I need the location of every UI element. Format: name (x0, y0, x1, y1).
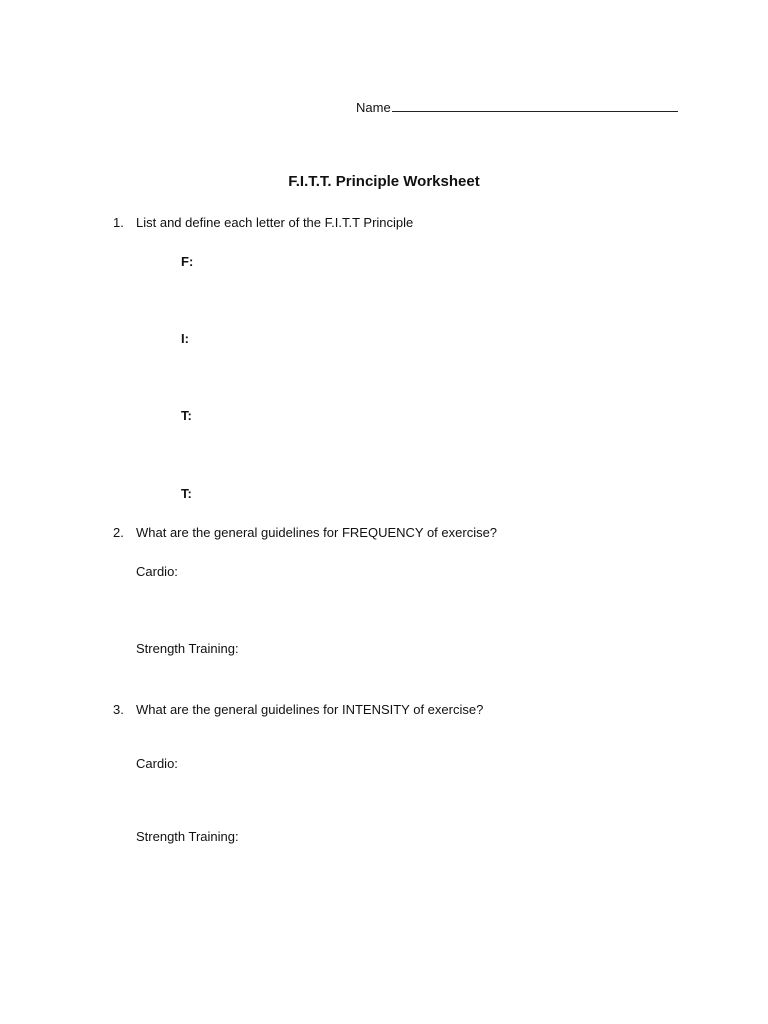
page-title: F.I.T.T. Principle Worksheet (288, 173, 480, 190)
name-label: Name (356, 100, 391, 115)
question-3-strength-label: Strength Training: (136, 829, 239, 844)
question-3-cardio-label: Cardio: (136, 756, 178, 771)
name-field (356, 98, 678, 116)
fitt-letter-t1: T: (181, 408, 192, 423)
question-3-text: What are the general guidelines for INTENSITY of exercise? (136, 702, 484, 717)
question-1-text: List and define each letter of the F.I.T.T Principle (136, 215, 414, 230)
question-1-number: 1. (113, 215, 124, 230)
question-2-cardio-label: Cardio: (136, 564, 178, 579)
fitt-letter-f: F: (181, 254, 194, 269)
question-2-text: What are the general guidelines for FREQUENCY of exercise? (136, 525, 498, 540)
fitt-letter-i: I: (181, 331, 189, 346)
question-2-strength-label: Strength Training: (136, 641, 239, 656)
question-2-number: 2. (113, 525, 124, 540)
name-blank-line (392, 98, 678, 112)
fitt-letter-t2: T: (181, 486, 192, 501)
question-3-number: 3. (113, 702, 124, 717)
